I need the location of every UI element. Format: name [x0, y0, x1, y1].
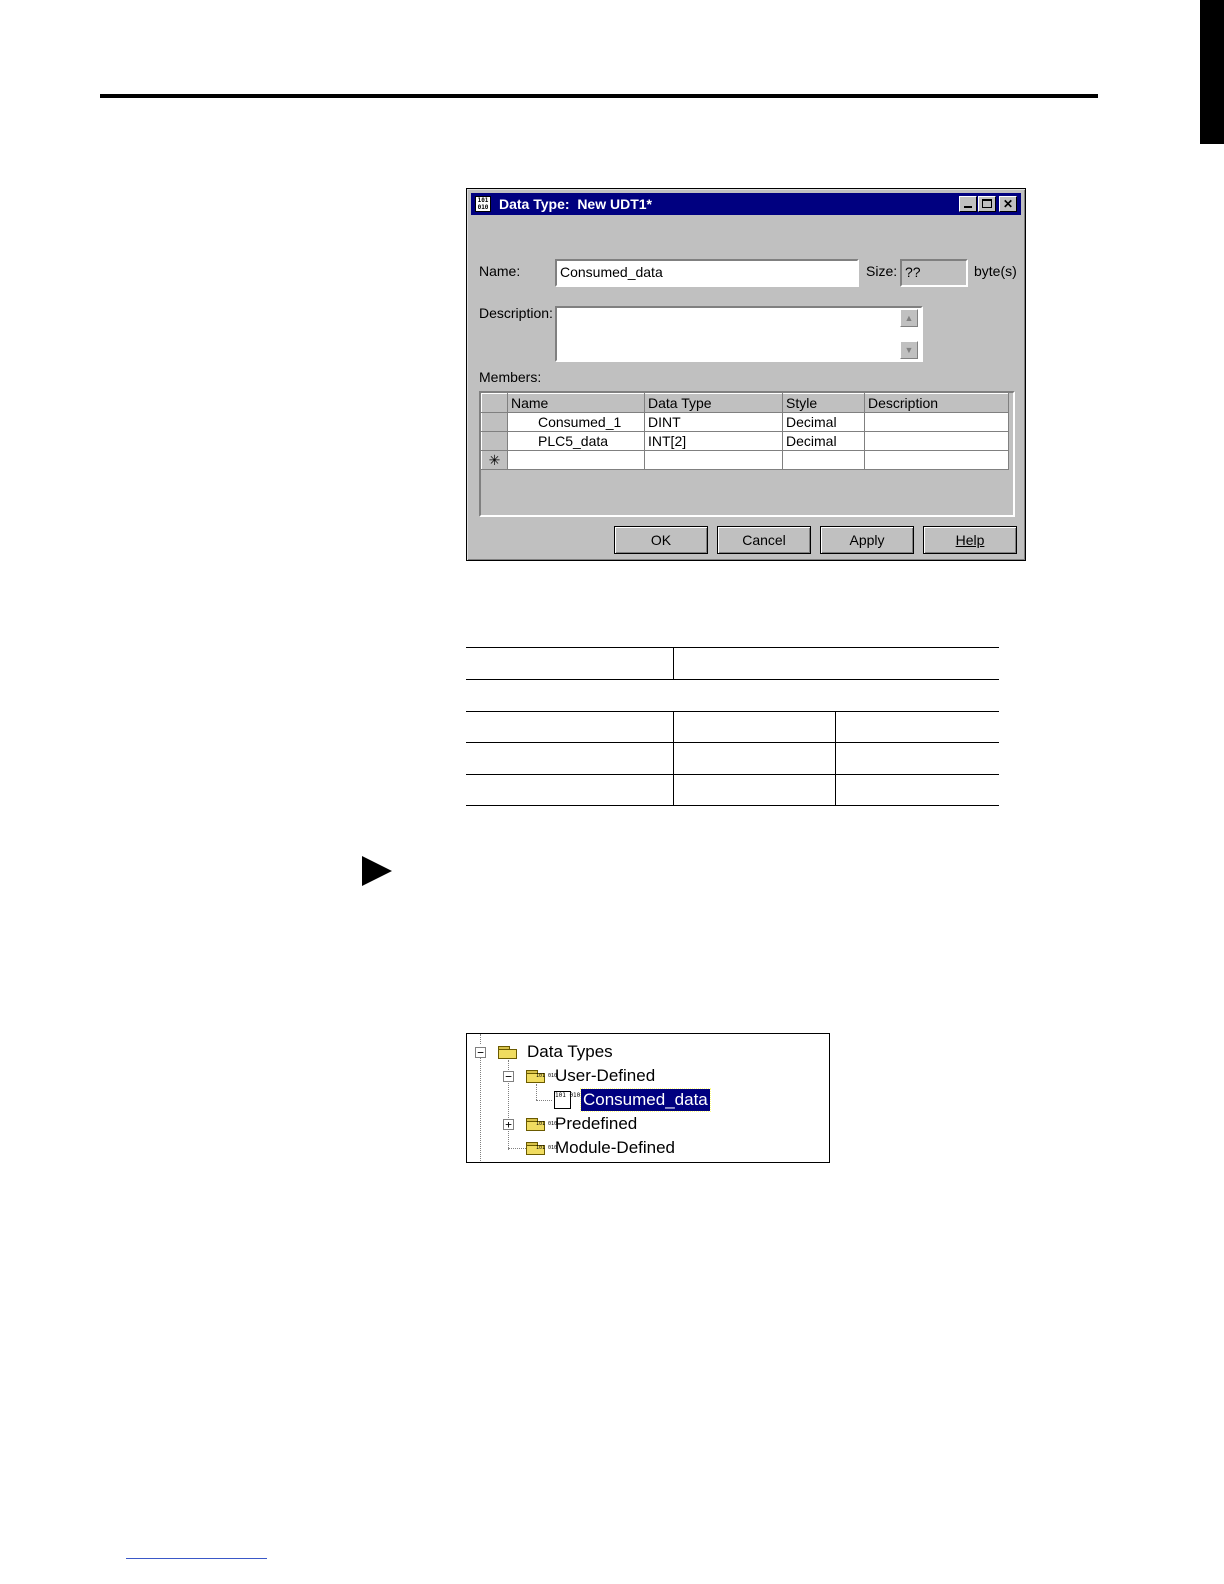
minimize-button[interactable] — [959, 196, 977, 212]
members-label: Members: — [479, 369, 542, 385]
table-row[interactable] — [482, 413, 1009, 432]
table-rule — [466, 742, 999, 743]
new-member-style-cell[interactable] — [783, 451, 865, 470]
tree-node-data-types[interactable] — [467, 1041, 667, 1063]
dialog-titlebar[interactable] — [471, 193, 1021, 215]
members-table — [481, 393, 1009, 470]
data-type-icon: 101 010 — [475, 196, 491, 212]
minimize-icon — [964, 206, 972, 208]
table-column-rule — [673, 647, 674, 679]
help-button-label: Help — [955, 532, 985, 548]
folder-badge: 101 010 — [536, 1073, 558, 1079]
description-field[interactable] — [555, 306, 923, 362]
size-unit-label: byte(s) — [974, 263, 1017, 279]
member-description-cell[interactable] — [865, 413, 1009, 432]
folder-badge: 101 010 — [536, 1145, 558, 1151]
tree-label-data-types: Data Types — [527, 1042, 613, 1061]
table-column-rule — [835, 711, 836, 806]
folder-open-icon — [498, 1044, 518, 1059]
tree-label-predefined: Predefined — [555, 1114, 638, 1133]
new-member-data-type-cell[interactable] — [645, 451, 783, 470]
table-rule — [466, 805, 999, 806]
close-icon: ✕ — [1002, 197, 1014, 211]
tree-label-user-defined: User-Defined — [555, 1066, 656, 1085]
description-scroll-up-button[interactable] — [900, 309, 918, 327]
up-arrow-icon: ▲ — [904, 313, 914, 323]
row-selector[interactable] — [482, 413, 508, 432]
predefined-folder-icon — [526, 1116, 558, 1131]
members-header-row — [482, 394, 1009, 413]
maximize-button[interactable] — [978, 196, 996, 212]
member-data-type-cell[interactable]: INT[2] — [645, 432, 783, 451]
tree-node-user-defined[interactable] — [467, 1065, 687, 1087]
expand-icon[interactable]: + — [503, 1119, 514, 1130]
corner-header-cell — [482, 394, 508, 413]
new-member-name-cell[interactable] — [508, 451, 645, 470]
member-name-cell[interactable]: Consumed_1 — [508, 413, 645, 432]
tree-label-consumed-data: Consumed_data — [583, 1090, 708, 1109]
udt-icon: 101 010 — [554, 1091, 571, 1109]
down-arrow-icon: ▼ — [904, 345, 914, 355]
new-row-marker-icon: ✳ — [482, 451, 508, 470]
description-scroll-down-button[interactable] — [900, 341, 918, 359]
member-data-type-cell[interactable]: DINT — [645, 413, 783, 432]
size-field: ?? — [900, 259, 968, 287]
close-button[interactable] — [999, 196, 1017, 212]
members-grid — [479, 391, 1015, 517]
page-top-rule — [100, 94, 1098, 98]
chapter-side-tab — [1200, 0, 1224, 144]
column-header-description[interactable]: Description — [865, 394, 1009, 413]
member-name-cell[interactable]: PLC5_data — [508, 432, 645, 451]
table-rule — [466, 774, 999, 775]
ok-button[interactable]: OK — [614, 526, 708, 554]
maximize-icon — [982, 199, 992, 208]
column-header-data-type[interactable]: Data Type — [645, 394, 783, 413]
name-label: Name: — [479, 263, 521, 279]
dialog-title: Data Type: New UDT1* — [499, 196, 652, 212]
cancel-button[interactable]: Cancel — [717, 526, 811, 554]
column-header-style[interactable]: Style — [783, 394, 865, 413]
folder-badge: 101 010 — [536, 1121, 558, 1127]
member-style-cell[interactable]: Decimal — [783, 413, 865, 432]
table-rule — [466, 647, 999, 648]
tree-node-module-defined[interactable] — [467, 1137, 707, 1159]
help-button[interactable] — [923, 526, 1017, 554]
description-label: Description: — [479, 305, 553, 321]
new-member-row[interactable] — [482, 451, 1009, 470]
member-description-cell[interactable] — [865, 432, 1009, 451]
collapse-icon[interactable]: − — [475, 1047, 486, 1058]
table-row[interactable] — [482, 432, 1009, 451]
apply-button[interactable]: Apply — [820, 526, 914, 554]
tree-node-consumed-data[interactable] — [467, 1089, 717, 1111]
udt-folder-icon — [526, 1068, 558, 1083]
footer-link-underline — [126, 1558, 267, 1559]
tree-label-module-defined: Module-Defined — [555, 1138, 676, 1157]
row-selector[interactable] — [482, 432, 508, 451]
data-types-tree — [466, 1033, 830, 1163]
size-label: Size: — [866, 263, 898, 279]
table-rule — [466, 679, 999, 680]
module-folder-icon — [526, 1140, 558, 1155]
member-style-cell[interactable]: Decimal — [783, 432, 865, 451]
collapse-icon[interactable]: − — [503, 1071, 514, 1082]
column-header-name[interactable]: Name — [508, 394, 645, 413]
table-rule — [466, 711, 999, 712]
tip-arrow-icon — [362, 856, 392, 886]
table-column-rule — [673, 711, 674, 806]
new-member-description-cell[interactable] — [865, 451, 1009, 470]
data-type-dialog — [466, 188, 1026, 561]
tree-node-predefined[interactable] — [467, 1113, 687, 1135]
name-field[interactable]: Consumed_data — [555, 259, 859, 287]
